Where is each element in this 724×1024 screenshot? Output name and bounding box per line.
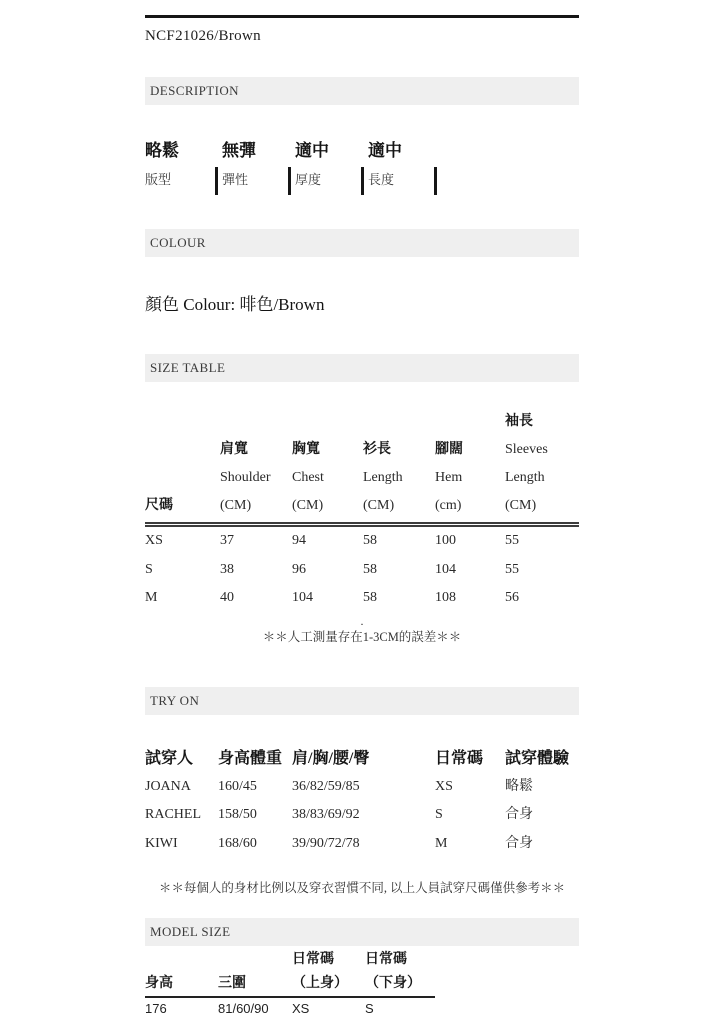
product-code: NCF21026/Brown (145, 28, 261, 44)
size-table-row: M 40 104 58 108 56 (145, 590, 519, 605)
section-header-size-table: SIZE TABLE (145, 354, 579, 382)
tryon-col-experience: 試穿體驗 (505, 749, 570, 767)
size-table-note: ＊＊人工測量存在1-3CM的誤差＊＊ (262, 629, 462, 644)
stray-dot: . (360, 613, 364, 628)
section-header-try-on: TRY ON (145, 687, 579, 715)
size-table-row: S 38 96 58 104 55 (145, 561, 519, 577)
attribute-label-thickness: 厚度 (291, 167, 364, 195)
model-col-usual-size-bottom: 日常碼 （下身） (365, 952, 421, 991)
attribute-label-fit: 版型 (145, 167, 218, 195)
model-size-header (145, 948, 435, 998)
attribute-value-elasticity: 無彈 (222, 141, 256, 160)
tryon-col-measurements: 肩/胸/腰/臀 (292, 749, 370, 767)
attribute-value-length: 適中 (368, 141, 402, 160)
tryon-col-height-weight: 身高體重 (218, 749, 283, 767)
attribute-label-elasticity: 彈性 (218, 167, 291, 195)
try-on-row: JOANA 160/45 36/82/59/85 XS 略鬆 (145, 778, 533, 794)
size-col-shoulder: 肩寬 Shoulder (CM) (220, 442, 271, 513)
size-table-header (145, 408, 579, 527)
product-detail-page (0, 15, 724, 1018)
content-column (145, 15, 579, 1018)
size-col-size: 尺碼 (145, 498, 173, 513)
size-table-row: XS 37 94 58 100 55 (145, 533, 519, 548)
model-size-row: 176 81/60/90 XS S (145, 1001, 374, 1016)
size-col-sleeves: 袖長 Sleeves Length (CM) (505, 414, 548, 513)
try-on-row: KIWI 168/60 39/90/72/78 M 合身 (145, 835, 533, 851)
section-header-model-size: MODEL SIZE (145, 918, 579, 946)
model-col-height: 身高 (145, 976, 173, 991)
try-on-row: RACHEL 158/50 38/83/69/92 S 合身 (145, 807, 533, 822)
model-col-measurements: 三圍 (218, 976, 246, 991)
tryon-col-usual-size: 日常碼 (435, 749, 484, 767)
colour-value: 顏色 Colour: 啡色/Brown (145, 295, 325, 314)
tryon-col-person: 試穿人 (145, 749, 194, 767)
section-header-colour: COLOUR (145, 229, 579, 257)
section-header-description: DESCRIPTION (145, 77, 579, 105)
attribute-value-thickness: 適中 (295, 141, 329, 160)
attribute-label-length: 長度 (364, 167, 437, 195)
size-col-length: 衫長 Length (CM) (363, 442, 403, 513)
description-attribute-values (145, 139, 579, 163)
model-col-usual-size-top: 日常碼 （上身） (292, 952, 348, 991)
try-on-body (145, 773, 579, 859)
attribute-value-fit: 略鬆 (145, 141, 179, 160)
description-attribute-labels (145, 167, 579, 195)
top-divider (145, 15, 579, 18)
size-table-body (145, 527, 579, 613)
size-col-hem: 腳闊 Hem (cm) (435, 442, 463, 513)
size-col-chest: 胸寬 Chest (CM) (292, 442, 324, 513)
try-on-note: ＊＊每個人的身材比例以及穿衣習慣不同, 以上人員試穿尺碼僅供參考＊＊ (158, 881, 566, 895)
try-on-header (145, 745, 579, 773)
